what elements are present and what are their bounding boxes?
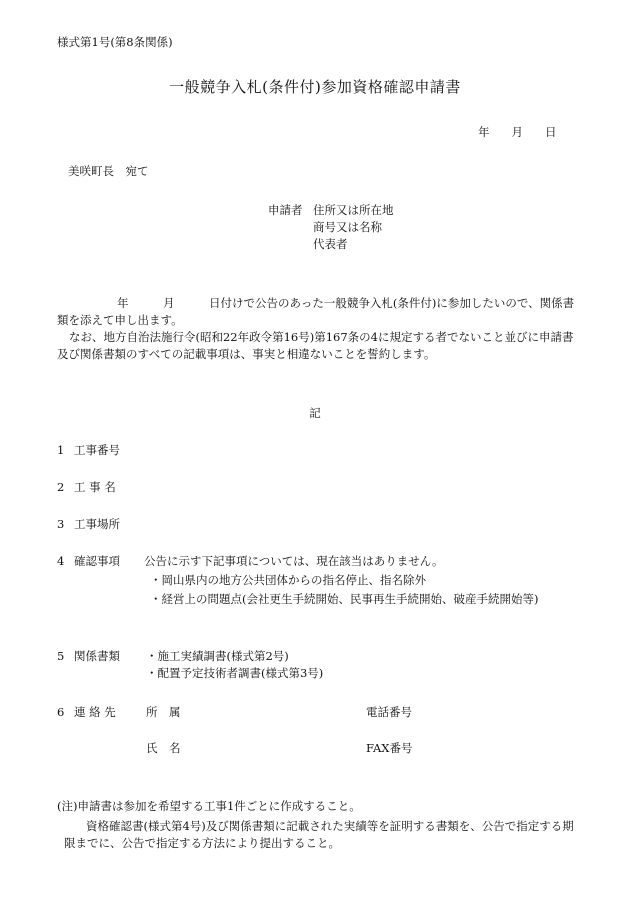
item-label-2: 工 事 名: [74, 480, 116, 494]
addressee: 美咲町長 宛て: [68, 164, 149, 178]
applicant-representative: 代表者: [313, 237, 348, 251]
date-line: [478, 127, 557, 139]
item-number-3: 3: [57, 517, 65, 531]
item-label-1: 工事番号: [74, 443, 120, 457]
body-text: [57, 295, 577, 363]
item-number-5: 5: [57, 649, 65, 663]
contact-person: 氏 名: [146, 741, 181, 755]
date-day: 日: [545, 125, 557, 139]
date-month: 月: [511, 125, 523, 139]
item-number-6: 6: [57, 705, 65, 719]
item-label-5: 関係書類: [74, 649, 120, 663]
ki-heading: 記: [309, 406, 321, 420]
body-paragraph-2: なお、地方自治法施行令(昭和22年政令第16号)第167条の4に規定する者でないこと並びに申請書及び関係書類のすべての記載事項は、事実と相違ないことを誓約します。: [57, 330, 574, 361]
item-number-1: 1: [57, 443, 65, 457]
item-4-sub-2: ・経営上の問題点(会社更生手続開始、民事再生手続開始、破産手続開始等): [150, 592, 539, 606]
item-label-4: 確認事項: [74, 554, 120, 568]
date-year: 年: [478, 125, 490, 139]
item-detail-4: 公告に示す下記事項については、現在該当はありません。: [144, 554, 444, 568]
item-label-6: 連 絡 先: [74, 705, 116, 719]
item-number-4: 4: [57, 554, 65, 568]
contact-phone: 電話番号: [366, 705, 412, 719]
applicant-fields: [313, 205, 394, 256]
item-5-sub-1: ・施工実績調書(様式第2号): [146, 649, 289, 663]
contact-affiliation: 所 属: [146, 705, 181, 719]
item-4-sub-1: ・岡山県内の地方公共団体からの指名停止、指名除外: [150, 573, 426, 587]
note-body: 資格確認書(様式第4号)及び関係書類に記載された実績等を証明する書類を、公告で指定する期限までに、公告で指定する方法により提出すること。: [64, 819, 574, 850]
item-label-3: 工事場所: [74, 517, 120, 531]
form-number: 様式第1号(第8条関係): [57, 35, 173, 49]
item-5-sub-2: ・配置予定技術者調書(様式第3号): [146, 666, 324, 680]
page-title: 一般競争入札(条件付)参加資格確認申請書: [169, 78, 461, 96]
applicant-address: 住所又は所在地: [313, 203, 394, 217]
note-head: (注)申請書は参加を希望する工事1件ごとに作成すること。: [57, 799, 361, 813]
body-paragraph-1: 年 月 日付けで公告のあった一般競争入札(条件付)に参加したいので、関係書類を添えて申し出ます。: [57, 296, 575, 327]
applicant-name: 商号又は名称: [313, 220, 382, 234]
applicant-label: 申請者: [268, 203, 303, 217]
item-number-2: 2: [57, 480, 65, 494]
contact-fax: FAX番号: [366, 741, 413, 755]
